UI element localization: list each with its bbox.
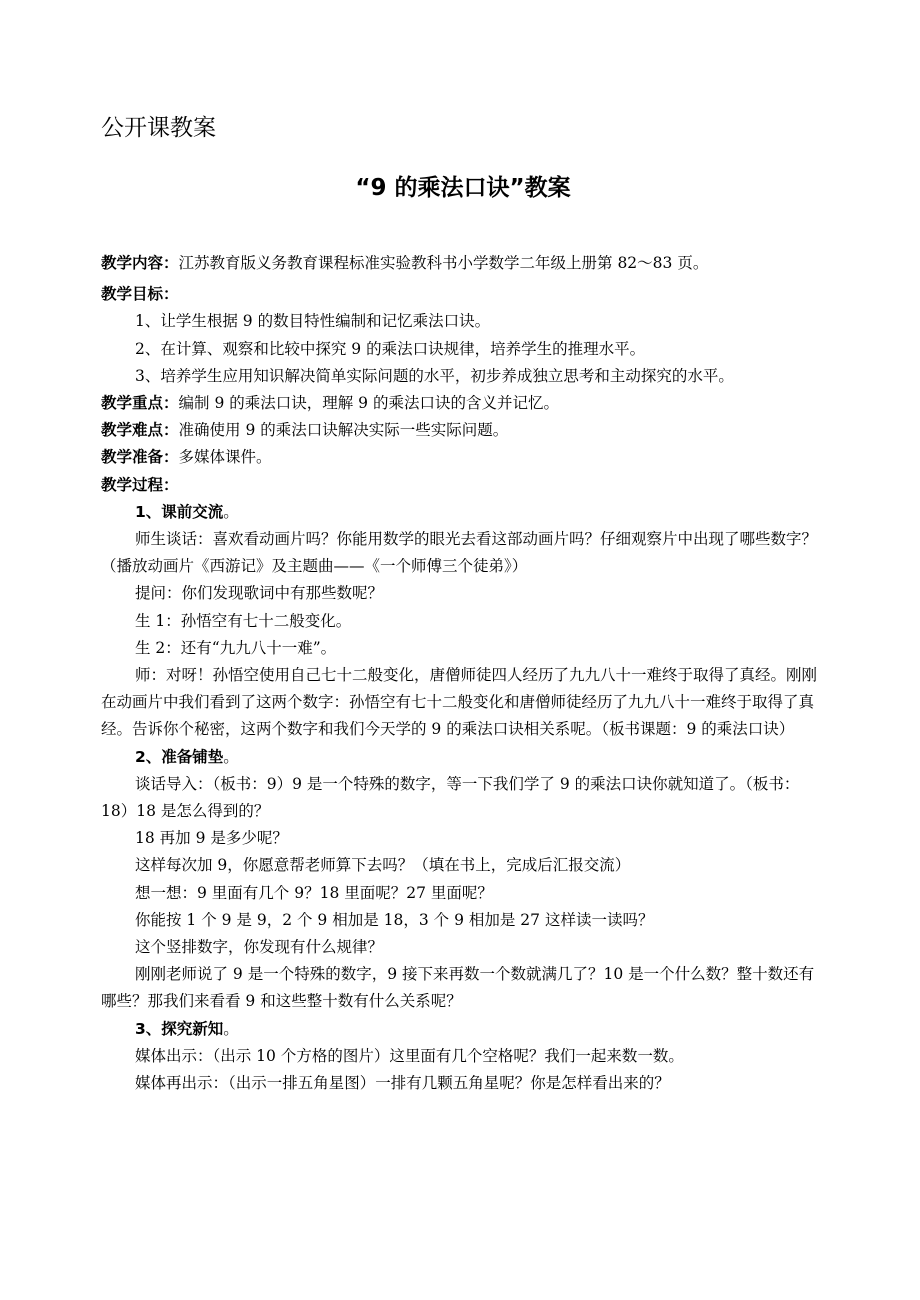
goal-item: 1、让学生根据 9 的数目特性编制和记忆乘法口诀。	[135, 312, 491, 331]
paragraph: 想一想：9 里面有几个 9？18 里面呢？27 里面呢？	[135, 883, 493, 902]
teaching-goals-heading	[101, 281, 825, 308]
difficulty-label: 教学难点：	[101, 421, 179, 440]
teaching-goals-label: 教学目标：	[101, 285, 179, 304]
key-point	[101, 390, 825, 417]
preparation	[101, 444, 825, 471]
paragraph: 生 1：孙悟空有七十二般变化。	[135, 611, 352, 630]
section-2-title: 2、准备铺垫	[135, 747, 224, 766]
document-title: “9 的乘法口诀”教案	[355, 175, 571, 201]
goal-item: 3、培养学生应用知识解决简单实际问题的水平，初步养成独立思考和主动探究的水平。	[135, 366, 734, 385]
paragraph: 这样每次加 9，你愿意帮老师算下去吗？（填在书上，完成后汇报交流）	[135, 856, 631, 875]
paragraph: 师生谈话：喜欢看动画片吗？你能用数学的眼光去看这部动画片吗？仔细观察片中出现了哪些数字？（播放动画片《西游记》及主题曲——《一个师傅三个徒弟》）	[101, 530, 818, 576]
process-label: 教学过程：	[101, 475, 179, 494]
section-3-title: 3、探究新知	[135, 1019, 224, 1038]
difficulty	[101, 417, 825, 444]
paragraph: 媒体再出示：（出示一排五角星图）一排有几颗五角星呢？你是怎样看出来的？	[135, 1074, 670, 1093]
key-point-text: 编制 9 的乘法口诀，理解 9 的乘法口诀的含义并记忆。	[178, 394, 559, 413]
paragraph: 你能按 1 个 9 是 9，2 个 9 相加是 18，3 个 9 相加是 27 这样读一读吗？	[135, 910, 654, 929]
teaching-content-label: 教学内容：	[101, 254, 179, 272]
section-1-title: 1、课前交流	[135, 502, 224, 521]
goal-item: 2、在计算、观察和比较中探究 9 的乘法口诀规律，培养学生的推理水平。	[135, 339, 646, 358]
paragraph: 18 再加 9 是多少呢？	[135, 829, 288, 848]
section-2-title-end: 。	[223, 747, 239, 766]
preparation-text: 多媒体课件。	[178, 448, 272, 467]
teaching-content	[101, 250, 825, 277]
difficulty-text: 准确使用 9 的乘法口诀解决实际一些实际问题。	[178, 421, 509, 440]
section-1-title-end: 。	[223, 502, 239, 521]
document-body	[101, 250, 825, 1097]
section-heading	[101, 499, 825, 526]
process-heading	[101, 472, 825, 499]
paragraph: 提问：你们发现歌词中有那些数呢？	[135, 584, 384, 603]
paragraph: 谈话导入：（板书：9）9 是一个特殊的数字，等一下我们学了 9 的乘法口诀你就知道了。（板书：18）18 是怎么得到的？	[101, 774, 800, 821]
header-title: 公开课教案	[101, 115, 216, 141]
section-heading	[101, 744, 825, 771]
paragraph: 师：对呀！孙悟空使用自己七十二般变化，唐僧师徒四人经历了九九八十一难终于取得了真经。刚刚在动画片中我们看到了这两个数字：孙悟空有七十二般变化和唐僧师徒经历了九九八十一难终于取得了真经。告诉你个秘密，这两个数字和我们今天学的 9 的乘法口诀相关系呢。（板书课题：9 的乘法口诀）	[101, 666, 818, 739]
paragraph: 这个竖排数字，你发现有什么规律？	[135, 938, 384, 957]
section-3-title-end: 。	[223, 1019, 239, 1038]
paragraph: 刚刚老师说了 9 是一个特殊的数字，9 接下来再数一个数就满几了？10 是一个什么数？整十数还有哪些？那我们来看看 9 和这些整十数有什么关系呢？	[101, 965, 815, 1011]
document-page	[101, 108, 825, 1097]
preparation-label: 教学准备：	[101, 448, 179, 467]
section-heading	[101, 1016, 825, 1043]
paragraph: 媒体出示：（出示 10 个方格的图片）这里面有几个空格呢？我们一起来数一数。	[135, 1046, 684, 1065]
paragraph: 生 2：还有“九九八十一难”。	[135, 638, 337, 657]
key-point-label: 教学重点：	[101, 394, 179, 413]
teaching-content-text: 江苏教育版义务教育课程标准实验教科书小学数学二年级上册第 82～83 页。	[178, 254, 709, 272]
